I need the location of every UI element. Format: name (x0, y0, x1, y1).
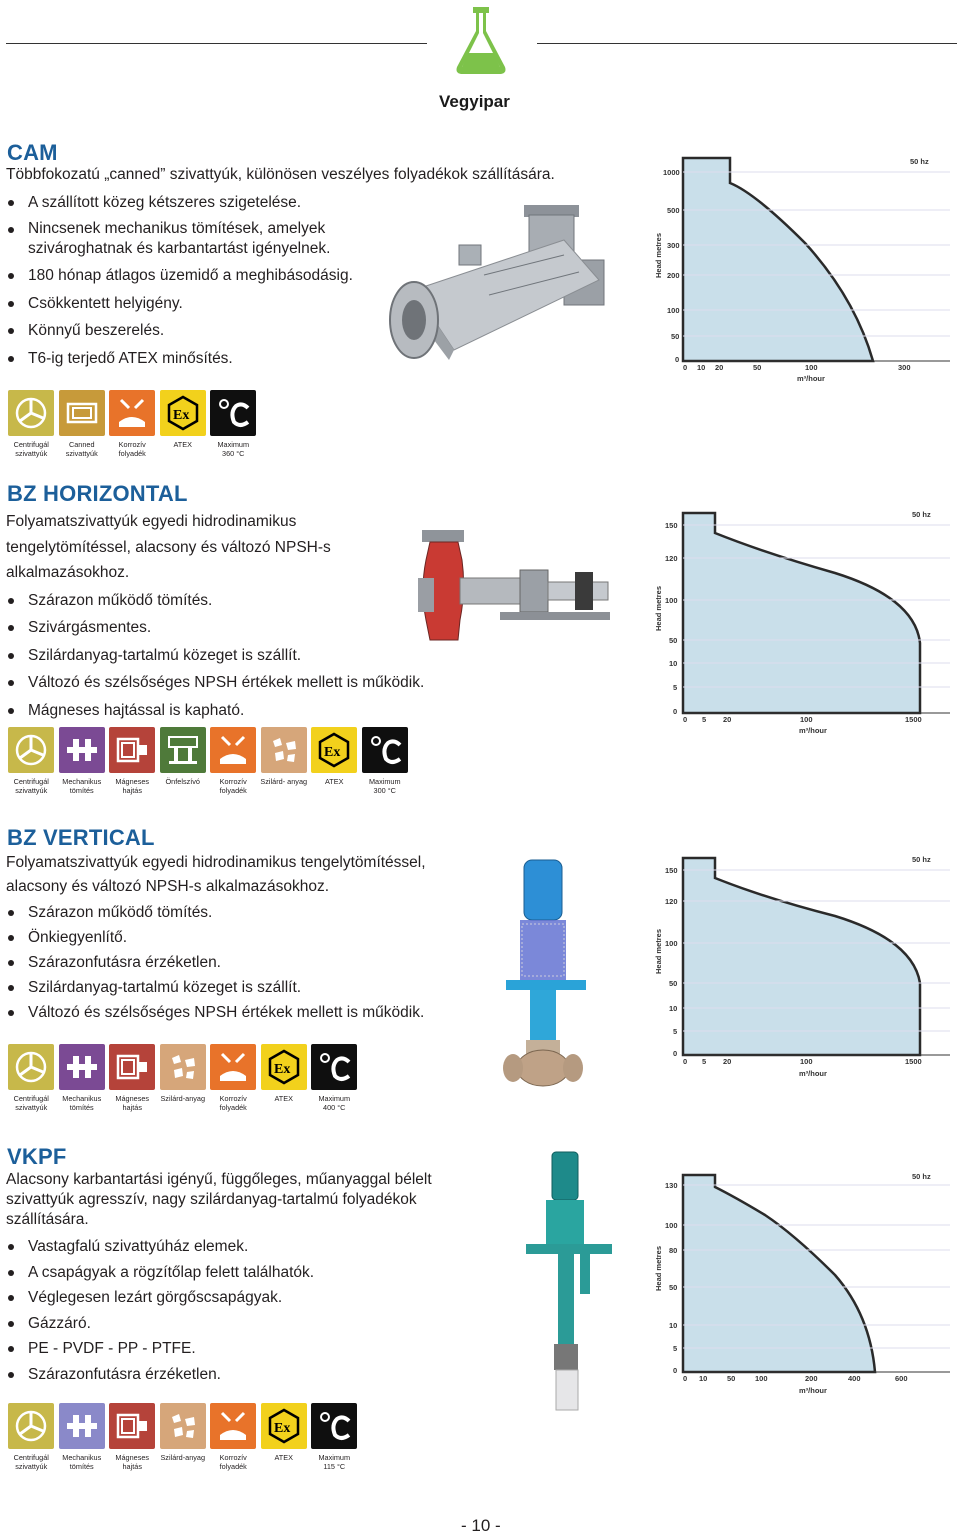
x-tick-label: 300 (898, 363, 911, 372)
y-tick-label: 200 (667, 271, 680, 280)
feature-label: Maximum 300 °C (368, 777, 401, 795)
y-tick-label: 120 (665, 897, 678, 906)
temperature-icon (362, 727, 408, 773)
feature-badge (360, 727, 411, 795)
x-tick-label: 400 (848, 1374, 861, 1383)
performance-envelope (683, 1175, 875, 1372)
x-tick-label: 100 (805, 363, 818, 372)
page-category-title: Vegyipar (439, 92, 510, 111)
feature-badge (6, 727, 57, 795)
performance-envelope (683, 158, 873, 361)
x-tick-label: 1500 (905, 715, 922, 724)
x-tick-label: 20 (723, 715, 732, 724)
feature-item: Változó és szélsőséges NPSH értékek mellett is működik. (6, 670, 646, 696)
feature-item: Szilárdanyag-tartalmú közeget is szállít. (6, 975, 646, 1000)
feature-badge (309, 727, 360, 795)
feature-label: Centrifugál szivattyúk (13, 1453, 49, 1471)
y-axis-label: Head metres (654, 232, 663, 278)
feature-item: A csapágyak a rögzítőlap felett találhatók. (6, 1260, 646, 1286)
magnetic-drive-icon (109, 1403, 155, 1449)
section-intro: Folyamatszivattyúk egyedi hidrodinamikus tengelytömítéssel, alacsony és változó NPSH-s alkalmazásokhoz. (6, 854, 426, 895)
feature-badge (158, 1403, 209, 1471)
feature-label: Centrifugál szivattyúk (13, 777, 49, 795)
atex-icon (311, 727, 357, 773)
feature-label: ATEX (274, 1094, 294, 1103)
chart-title: 50 hz (912, 510, 931, 519)
feature-label: Mágneses hajtás (115, 1094, 150, 1112)
performance-envelope (683, 513, 920, 713)
section-title-cam: CAM (7, 140, 58, 165)
section-title-vkpf: VKPF (7, 1144, 67, 1169)
feature-badge (107, 390, 158, 458)
corrosive-icon (210, 1403, 256, 1449)
feature-badge (158, 727, 209, 795)
feature-label: Mechanikus tömítés (62, 777, 102, 795)
y-tick-label: 50 (669, 1283, 678, 1292)
feature-label: Canned szivattyúk (65, 440, 98, 458)
feature-label: Mechanikus tömítés (62, 1453, 102, 1471)
flask-icon (453, 3, 509, 77)
performance-chart (655, 1165, 955, 1395)
x-tick-label: 50 (727, 1374, 736, 1383)
y-tick-label: 10 (669, 1321, 678, 1330)
svg-text:Ex: Ex (324, 745, 341, 760)
y-tick-label: 50 (669, 979, 678, 988)
x-tick-label: 20 (723, 1057, 732, 1066)
feature-item: Szárazonfutásra érzéketlen. (6, 1362, 646, 1388)
feature-icons-vkpf (6, 1403, 360, 1471)
feature-item: Vastagfalú szivattyúház elemek. (6, 1234, 646, 1260)
svg-text:Ex: Ex (273, 1062, 291, 1077)
x-axis-label: m³/hour (797, 374, 825, 383)
x-tick-label: 100 (755, 1374, 768, 1383)
atex-icon (261, 1403, 307, 1449)
solids-icon (261, 727, 307, 773)
y-tick-label: 150 (665, 521, 678, 530)
header-rule-right (537, 43, 957, 44)
y-tick-label: 120 (665, 554, 678, 563)
x-tick-label: 100 (800, 1057, 813, 1066)
feature-icons-bz-vertical (6, 1044, 360, 1112)
temperature-icon (311, 1044, 357, 1090)
feature-label: Szilárd-anyag (160, 1094, 206, 1103)
temperature-icon (311, 1403, 357, 1449)
feature-item: Szilárdanyag-tartalmú közeget is szállít. (6, 643, 646, 669)
feature-badge (6, 1044, 57, 1112)
section-intro: Többfokozatú „canned” szivattyúk, különösen veszélyes folyadékok szállítására. (6, 166, 555, 183)
magnetic-drive-icon (109, 727, 155, 773)
solids-icon (160, 1403, 206, 1449)
y-tick-label: 300 (667, 241, 680, 250)
centrifugal-icon (8, 390, 54, 436)
chart-title: 50 hz (912, 1172, 931, 1181)
feature-icons-cam (6, 390, 259, 458)
y-tick-label: 0 (673, 1049, 678, 1058)
feature-badge (107, 727, 158, 795)
self-priming-icon (160, 727, 206, 773)
feature-badge (57, 1044, 108, 1112)
feature-label: ATEX (274, 1453, 294, 1462)
feature-label: Maximum 360 °C (217, 440, 250, 458)
feature-badge (259, 727, 310, 795)
section-intro: Folyamatszivattyúk egyedi hidrodinamikus tengelytömítéssel, alacsony és változó NPSH-s alkalmazásokhoz. (6, 513, 331, 581)
feature-label: Centrifugál szivattyúk (13, 440, 49, 458)
solids-icon (160, 1044, 206, 1090)
y-tick-label: 500 (667, 206, 680, 215)
x-tick-label: 0 (683, 715, 688, 724)
feature-badge (107, 1044, 158, 1112)
x-tick-label: 0 (683, 1057, 688, 1066)
feature-badge (259, 1403, 310, 1471)
y-tick-label: 100 (667, 306, 680, 315)
feature-item: 180 hónap átlagos üzemidő a meghibásodásig. (6, 263, 646, 289)
x-tick-label: 0 (683, 363, 688, 372)
temperature-icon (210, 390, 256, 436)
feature-label: Mágneses hajtás (115, 777, 150, 795)
chart-title: 50 hz (910, 157, 929, 166)
magnetic-drive-icon (109, 1044, 155, 1090)
x-axis-label: m³/hour (799, 726, 827, 735)
y-tick-label: 1000 (663, 168, 680, 177)
feature-item: T6-ig terjedő ATEX minősítés. (6, 346, 646, 372)
feature-label: Centrifugál szivattyúk (13, 1094, 49, 1112)
y-tick-label: 80 (669, 1246, 678, 1255)
chart-title: 50 hz (912, 855, 931, 864)
centrifugal-icon (8, 1044, 54, 1090)
atex-icon (160, 390, 206, 436)
header-rule-left (6, 43, 427, 44)
mechanical-seal-icon (59, 1044, 105, 1090)
feature-item: Szárazon működő tömítés. (6, 900, 646, 925)
svg-text:Ex: Ex (172, 408, 190, 423)
feature-badge (208, 1044, 259, 1112)
x-tick-label: 5 (702, 1057, 707, 1066)
corrosive-icon (210, 727, 256, 773)
y-tick-label: 100 (665, 939, 678, 948)
feature-label: Maximum 115 °C (318, 1453, 351, 1471)
x-tick-label: 10 (697, 363, 706, 372)
y-axis-label: Head metres (654, 585, 663, 631)
x-tick-label: 1500 (905, 1057, 922, 1066)
feature-item: Nincsenek mechanikus tömítések, amelyek szivároghatnak és karbantartást igényelnek. (6, 217, 646, 261)
page-number: - 10 - (461, 1516, 501, 1535)
performance-envelope (683, 858, 920, 1055)
feature-badge (208, 390, 259, 458)
canned-icon (59, 390, 105, 436)
x-axis-label: m³/hour (799, 1069, 827, 1078)
feature-badge (57, 1403, 108, 1471)
y-tick-label: 0 (673, 707, 678, 716)
feature-badge (6, 1403, 57, 1471)
feature-label: Szilárd-anyag (160, 1453, 206, 1462)
y-tick-label: 0 (675, 355, 680, 364)
feature-item: Változó és szélsőséges NPSH értékek mellett is működik. (6, 1000, 646, 1025)
feature-badge (158, 390, 209, 458)
feature-label: Korrozív folyadék (219, 1094, 247, 1112)
x-tick-label: 50 (753, 363, 762, 372)
svg-text:Ex: Ex (273, 1421, 291, 1436)
y-tick-label: 10 (669, 1004, 678, 1013)
corrosive-icon (109, 390, 155, 436)
bz-vertical-pump-image (500, 858, 610, 1098)
feature-label: Önfelszívó (165, 777, 200, 786)
vkpf-pump-image (522, 1150, 617, 1415)
feature-item: PE - PVDF - PP - PTFE. (6, 1336, 646, 1362)
feature-badge (57, 390, 108, 458)
y-tick-label: 100 (665, 596, 678, 605)
feature-badge (57, 727, 108, 795)
feature-badge (208, 727, 259, 795)
y-tick-label: 50 (669, 636, 678, 645)
feature-item: Önkiegyenlítő. (6, 925, 646, 950)
feature-item: Véglegesen lezárt görgőscsapágyak. (6, 1285, 646, 1311)
bz-horizontal-pump-image (400, 520, 625, 655)
feature-label: Mechanikus tömítés (62, 1094, 102, 1112)
cam-pump-image (384, 200, 619, 370)
feature-label: Korrozív folyadék (118, 440, 146, 458)
feature-badge (309, 1403, 360, 1471)
feature-badge (6, 390, 57, 458)
y-tick-label: 10 (669, 659, 678, 668)
y-tick-label: 5 (673, 1027, 678, 1036)
feature-icons-bz-horizontal (6, 727, 410, 795)
feature-item: Csökkentett helyigény. (6, 291, 646, 317)
corrosive-icon (210, 1044, 256, 1090)
feature-item: Szivárgásmentes. (6, 615, 646, 641)
section-title-bz-vertical: BZ VERTICAL (7, 825, 155, 850)
feature-item: A szállított közeg kétszeres szigetelése. (6, 190, 646, 216)
feature-badge (208, 1403, 259, 1471)
y-tick-label: 5 (673, 1344, 678, 1353)
y-tick-label: 50 (671, 332, 680, 341)
section-intro: Alacsony karbantartási igényű, függőleges, műanyaggal bélelt szivattyúk agresszív, nagy szilárdanyag-tartalmú folyadékok szállítására. (6, 1171, 432, 1228)
feature-item: Szárazon működő tömítés. (6, 588, 646, 614)
feature-badge (158, 1044, 209, 1112)
feature-item: Gázzáró. (6, 1311, 646, 1337)
x-tick-label: 0 (683, 1374, 688, 1383)
y-axis-label: Head metres (654, 1245, 663, 1291)
performance-chart (655, 148, 955, 383)
feature-item: Könnyű beszerelés. (6, 318, 646, 344)
performance-chart (655, 848, 955, 1078)
y-tick-label: 130 (665, 1181, 678, 1190)
feature-label: Maximum 400 °C (318, 1094, 351, 1112)
feature-label: Szilárd- anyag (260, 777, 308, 786)
x-tick-label: 5 (702, 715, 707, 724)
centrifugal-icon (8, 727, 54, 773)
feature-label: Korrozív folyadék (219, 1453, 247, 1471)
feature-item: Mágneses hajtással is kapható. (6, 698, 646, 724)
y-tick-label: 100 (665, 1221, 678, 1230)
x-axis-label: m³/hour (799, 1386, 827, 1395)
feature-item: Szárazonfutásra érzéketlen. (6, 950, 646, 975)
feature-badge (107, 1403, 158, 1471)
y-tick-label: 150 (665, 866, 678, 875)
feature-label: ATEX (324, 777, 344, 786)
x-tick-label: 200 (805, 1374, 818, 1383)
x-tick-label: 600 (895, 1374, 908, 1383)
feature-label: ATEX (173, 440, 193, 449)
x-tick-label: 100 (800, 715, 813, 724)
performance-chart (655, 503, 955, 735)
y-tick-label: 0 (673, 1366, 678, 1375)
feature-label: Mágneses hajtás (115, 1453, 150, 1471)
feature-label: Korrozív folyadék (219, 777, 247, 795)
x-tick-label: 10 (699, 1374, 708, 1383)
feature-badge (259, 1044, 310, 1112)
section-title-bz-horizontal: BZ HORIZONTAL (7, 481, 188, 506)
centrifugal-icon (8, 1403, 54, 1449)
mechanical-seal-icon (59, 727, 105, 773)
x-tick-label: 20 (715, 363, 724, 372)
feature-badge (309, 1044, 360, 1112)
y-axis-label: Head metres (654, 928, 663, 974)
mechanical-seal-icon (59, 1403, 105, 1449)
y-tick-label: 5 (673, 683, 678, 692)
atex-icon (261, 1044, 307, 1090)
